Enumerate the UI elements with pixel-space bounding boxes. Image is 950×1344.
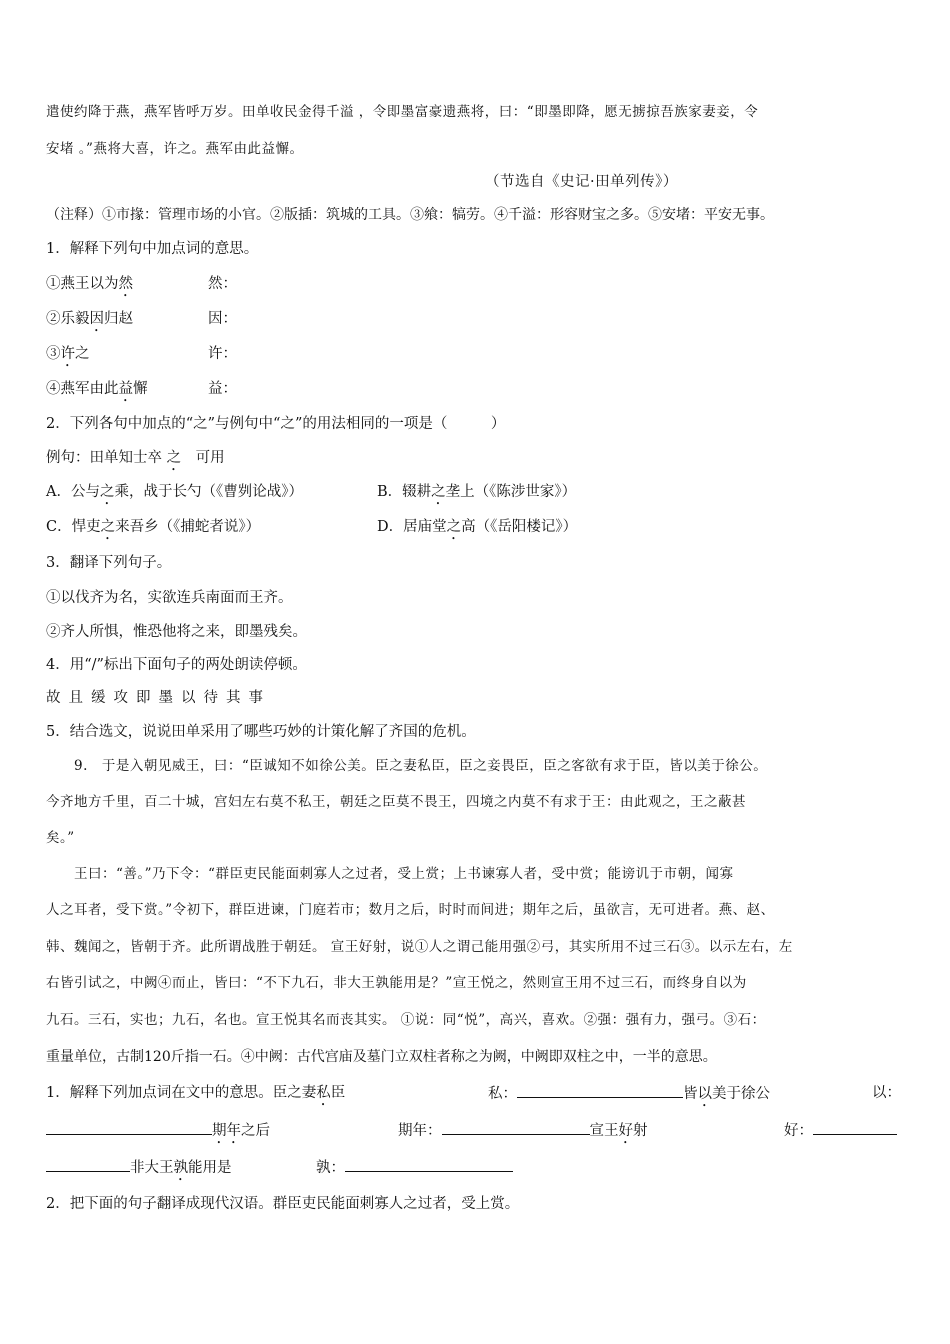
passage2-line5: 人之耳者，受下赏。”令初下，群臣进谏，门庭若市；数月之后，时时而间进；期年之后，虽欲言，无可进者。燕、赵、 [46, 902, 775, 918]
q6-line3: 非大王孰能用是 [46, 1157, 232, 1184]
emphasized-word: 之 [99, 484, 115, 500]
q6-answer-4: 好： [784, 1120, 897, 1141]
q2-example: 例句：田单知士卒 之 可用 [46, 450, 225, 466]
passage1-line2: 安堵 。”燕将大喜，许之。燕军由此益懈。 [46, 141, 304, 157]
emphasized-word: 私 [316, 1085, 331, 1101]
q1-item-3-label: 许： [208, 346, 237, 362]
emphasized-word: 益 [118, 381, 133, 397]
q6-line1: 1．解释下列加点词在文中的意思。臣之妻私臣 [46, 1085, 346, 1101]
q6-answer-1: 私： 皆以美于徐公 [488, 1083, 770, 1110]
q1-item-2: ②乐毅因归赵 [46, 311, 133, 327]
q6-answer-3: 期年： 宣王好射 [398, 1120, 648, 1147]
emphasized-word: 期年 [212, 1123, 241, 1139]
passage1-source: （节选自《史记·田单列传》） [485, 174, 678, 190]
emphasized-word: 好 [618, 1123, 633, 1139]
answer-blank[interactable] [46, 1120, 212, 1135]
emphasized-word: 之 [100, 519, 116, 535]
passage2-line4: 王曰：“善。”乃下令：“群臣吏民能面刺寡人之过者，受上赏；上书谏寡人者，受中赏；能谤讥于市朝，闻寡 [46, 866, 734, 882]
emphasized-word: 之 [166, 450, 182, 466]
emphasized-word: 因 [89, 311, 104, 327]
q2-option-b: B．辍耕之垄上（《陈涉世家》） [377, 484, 577, 500]
q2-title: 2．下列各句中加点的“之”与例句中“之”的用法相同的一项是（ ） [46, 416, 506, 432]
emphasized-word: 许 [60, 346, 75, 362]
passage1-line1: 遣使约降于燕，燕军皆呼万岁。田单收民金得千溢 ，令即墨富豪遗燕将，曰：“即墨即降，愿无掳掠吾族家妻妾，令 [46, 104, 759, 120]
answer-blank[interactable] [813, 1120, 897, 1135]
q2-option-d: D．居庙堂之高（《岳阳楼记》） [377, 519, 578, 535]
passage2-line8: 九石。三石，实也；九石，名也。宣王悦其名而丧其实。 ①说：同“悦”，高兴，喜欢。②强：强有力，强弓。③石： [46, 1012, 766, 1028]
q1-item-4: ④燕军由此益懈 [46, 381, 148, 397]
passage2-line2: 今齐地方千里，百二十城，宫妇左右莫不私王，朝廷之臣莫不畏王，四境之内莫不有求于王：由此观之，王之蔽甚 [46, 794, 746, 810]
q1-item-1-label: 然： [208, 276, 237, 292]
answer-blank[interactable] [345, 1157, 513, 1172]
q5-title: 5．结合选文，说说田单采用了哪些巧妙的计策化解了齐国的危机。 [46, 724, 476, 740]
answer-blank[interactable] [442, 1120, 590, 1135]
passage2-line3: 矣。” [46, 830, 75, 846]
emphasized-word: 之 [431, 484, 446, 500]
q1-item-1: ①燕王以为然 [46, 276, 133, 292]
q3-title: 3．翻译下列句子。 [46, 555, 172, 571]
q1-item-2-label: 因： [208, 311, 237, 327]
q6-line2: 期年之后 [46, 1120, 270, 1147]
emphasized-word: 然 [118, 276, 133, 292]
passage2-line1: 9. 于是入朝见威王，曰：“臣诚知不如徐公美。臣之妻私臣，臣之妾畏臣，臣之客欲有求于臣，皆以美于徐公。 [46, 758, 768, 774]
q1-item-4-label: 益： [208, 381, 237, 397]
passage2-line7: 右皆引试之，中阙④而止，皆曰：“不下九石，非大王孰能用是？”宣王悦之，然则宣王用不过三石，而终身自以为 [46, 975, 747, 991]
q3-sentence-1: ①以伐齐为名，实欲连兵南面而王齐。 [46, 590, 293, 606]
q7-title: 2．把下面的句子翻译成现代汉语。群臣吏民能面刺寡人之过者，受上赏。 [46, 1196, 520, 1212]
emphasized-word: 以 [697, 1086, 712, 1102]
passage2-line6: 韩、魏闻之，皆朝于齐。此所谓战胜于朝廷。 宣王好射，说①人之谓己能用强②弓，其实所用不过三石③。以示左右，左 [46, 939, 793, 955]
q4-sentence: 故且缓攻即墨以待其事 [46, 690, 271, 706]
emphasized-word: 孰 [173, 1160, 188, 1176]
q4-title: 4．用“/”标出下面句子的两处朗读停顿。 [46, 657, 307, 673]
q6-label-2: 以： [872, 1085, 901, 1101]
q1-item-3: ③许之 [46, 346, 90, 362]
answer-blank[interactable] [46, 1157, 130, 1172]
q2-option-c: C．悍吏之来吾乡（《捕蛇者说》） [46, 519, 261, 535]
q1-title: 1．解释下列句中加点词的意思。 [46, 241, 259, 257]
q6-answer-5: 孰： [316, 1157, 513, 1178]
emphasized-word: 之 [446, 519, 462, 535]
passage2-line9: 重量单位，古制120斤指一石。④中阙：古代宫庙及墓门立双柱者称之为阙，中阙即双柱之中，一半的意思。 [46, 1049, 717, 1065]
q3-sentence-2: ②齐人所惧，惟恐他将之来，即墨残矣。 [46, 624, 307, 640]
passage1-notes: （注释）①市掾：管理市场的小官。②版插：筑城的工具。③飨：犒劳。④千溢：形容财宝之多。⑤安堵：平安无事。 [46, 207, 774, 223]
q2-option-a: A．公与之乘，战于长勺（《曹刿论战》） [46, 484, 303, 500]
answer-blank[interactable] [517, 1083, 683, 1098]
